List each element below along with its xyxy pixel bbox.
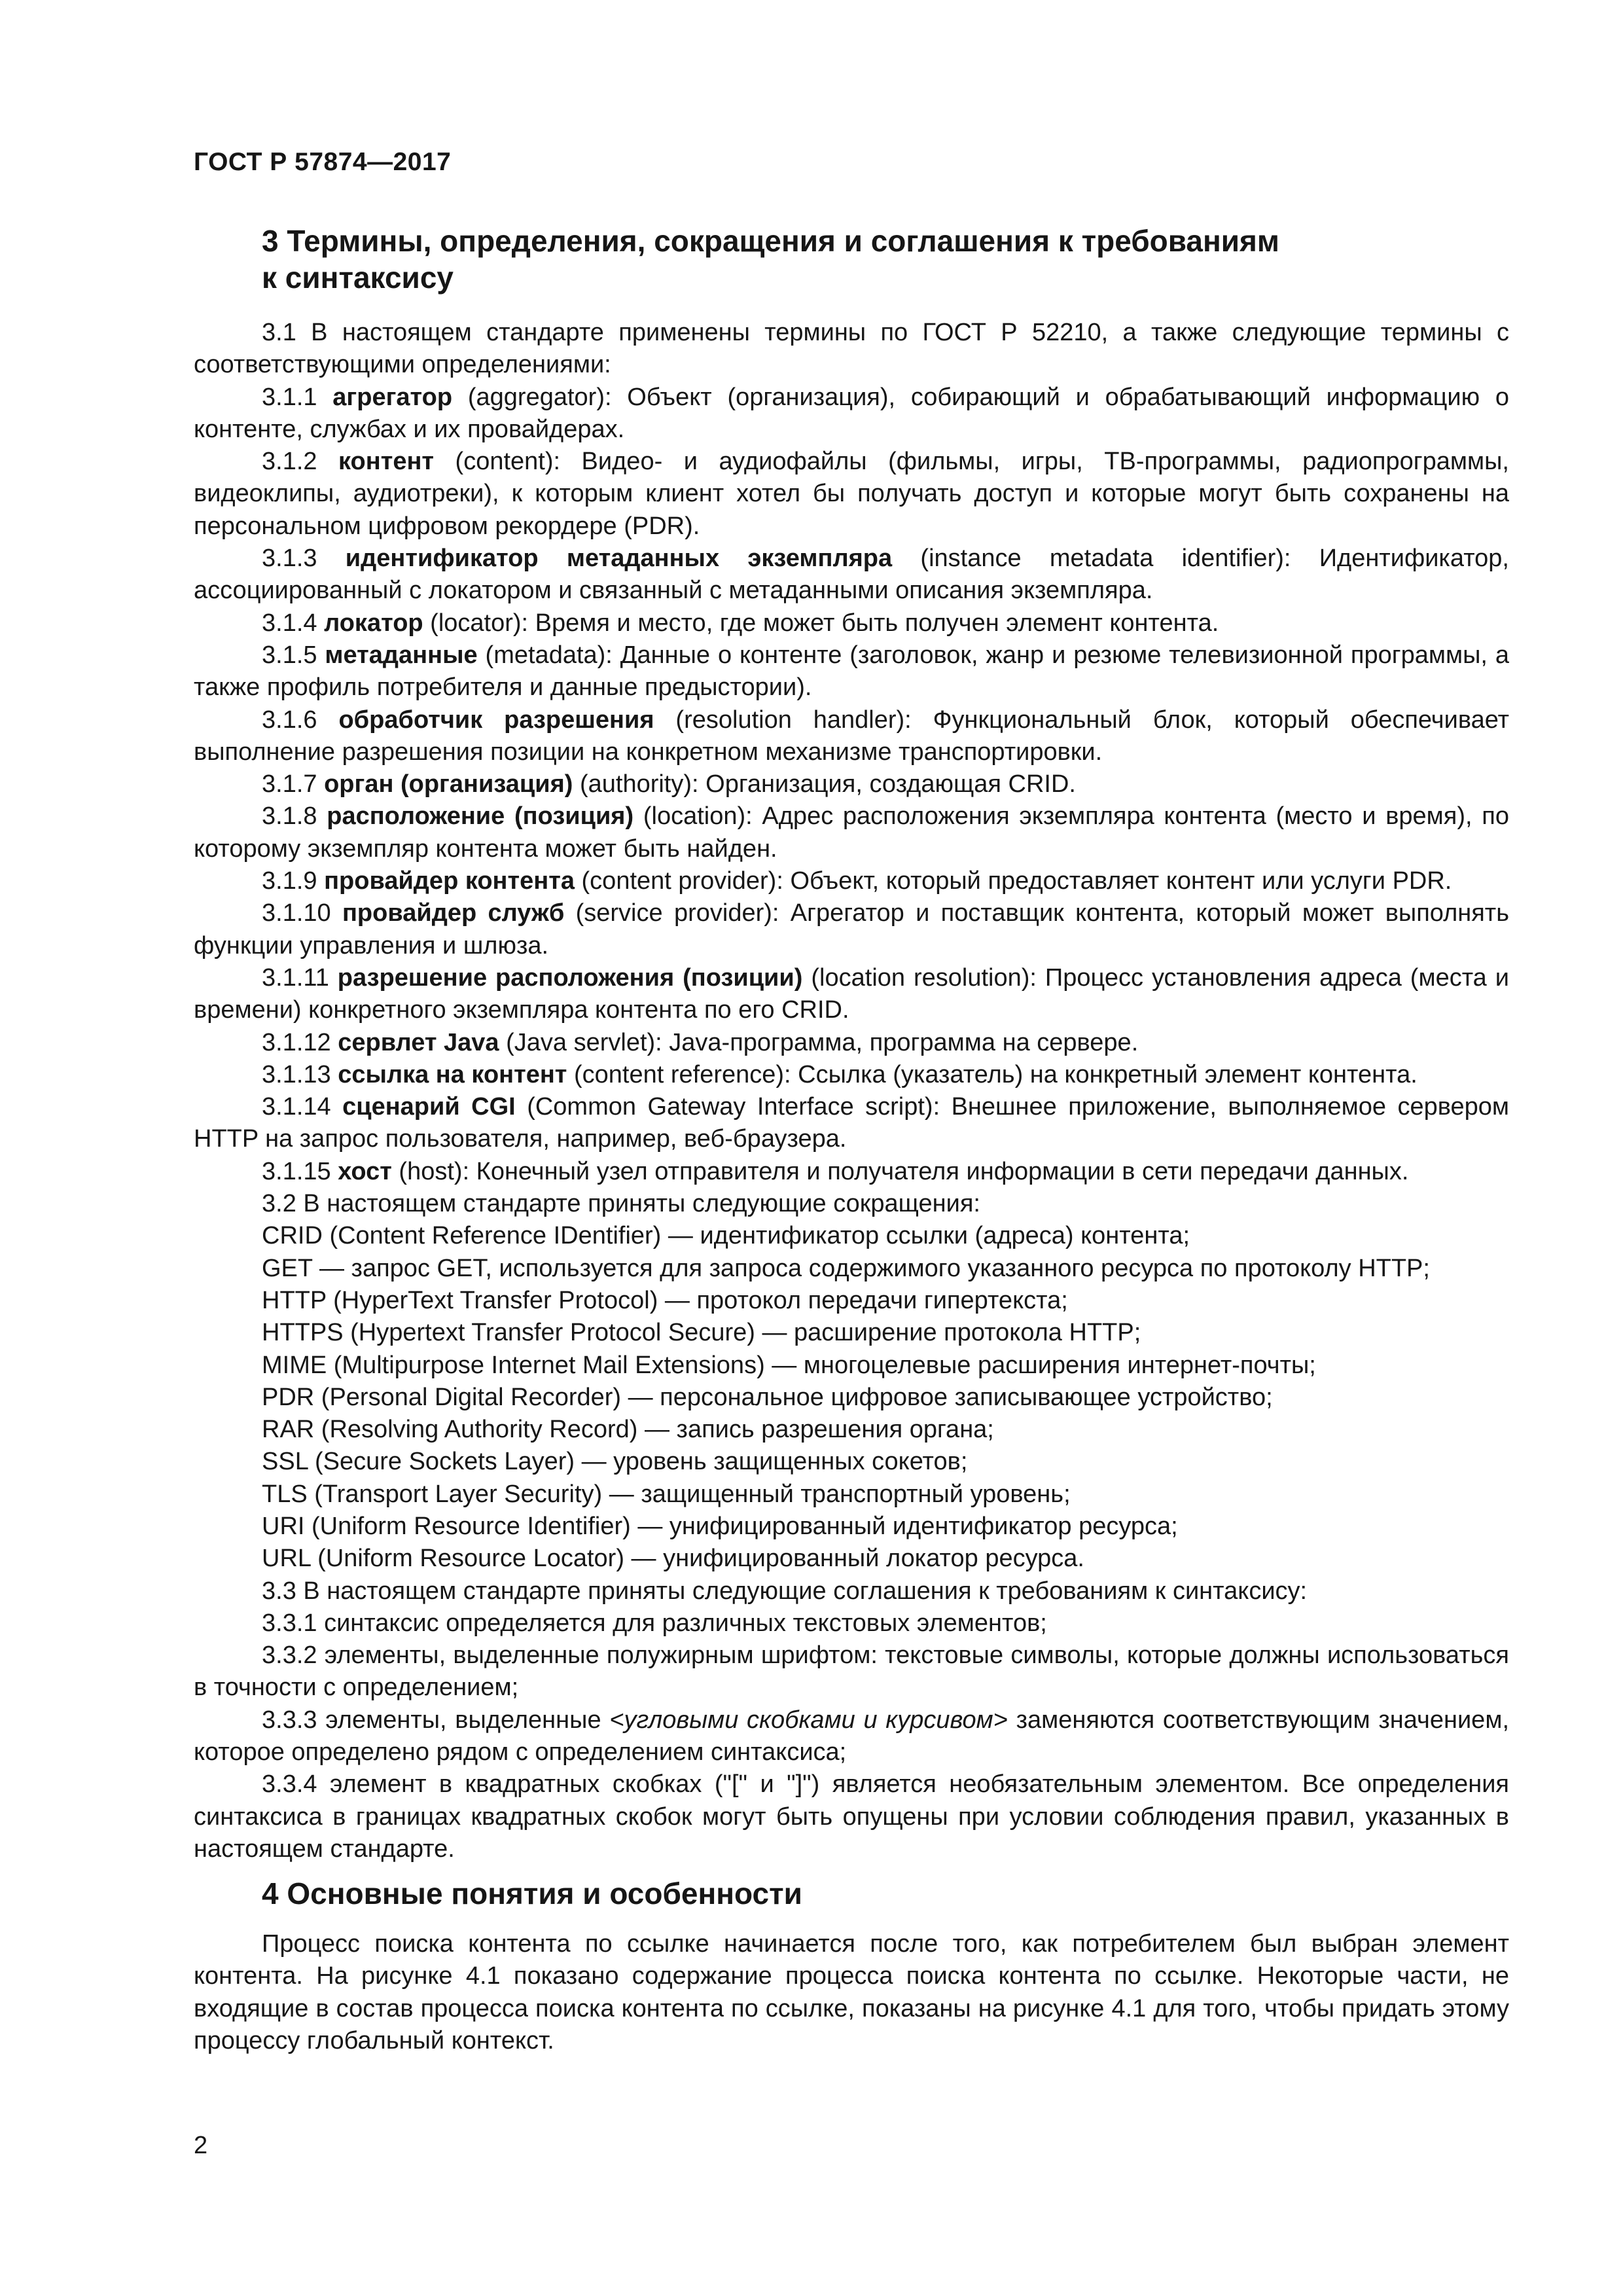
term-3-1-9: [194, 865, 1509, 897]
term-3-1-2: [194, 446, 1509, 543]
term-number: 3.1.1: [262, 383, 333, 411]
term-definition: (Common Gateway Interface script): Внешнее приложение, выполняемое сервером HTTP на запрос пользователя, например, веб-браузера.: [194, 1093, 1509, 1153]
convention-3-3-4: 3.3.4 элемент в квадратных скобках ("[" и "]") является необязательным элементом. Все определения синтаксиса в границах квадратных скобок могут быть опущены при условии соблюдения правил, указанных в настоящем стандарте.: [194, 1770, 1509, 1863]
term-number: 3.1.14: [262, 1093, 343, 1121]
section-4-body: [194, 1928, 1509, 2057]
abbreviation-item: TLS (Transport Layer Security) — защищенный транспортный уровень;: [262, 1480, 1071, 1508]
term-name: разрешение расположения (позиции): [337, 963, 803, 992]
term-3-1-7: [194, 768, 1509, 800]
term-3-1-8: [194, 800, 1509, 865]
term-number: 3.1.5: [262, 641, 325, 669]
term-definition: (authority): Организация, создающая CRID.: [573, 770, 1076, 798]
section-3-title-line1: 3 Термины, определения, сокращения и соглашения к требованиям: [262, 224, 1279, 258]
term-number: 3.1.13: [262, 1060, 338, 1088]
term-3-1-12: [194, 1027, 1509, 1059]
term-definition: (content reference): Ссылка (указатель) на конкретный элемент контента.: [567, 1060, 1418, 1088]
term-name: метаданные: [325, 641, 478, 669]
term-name: обработчик разрешения: [338, 706, 654, 734]
term-number: 3.1.10: [262, 899, 342, 927]
section-4-paragraph: Процесс поиска контента по ссылке начинается после того, как потребителем был выбран элемент контента. На рисунке 4.1 показано содержание процесса поиска контента по ссылке. Некоторые части, не входящие в состав процесса поиска контента по ссылке, показаны на рисунке 4.1 для того, чтобы придать этому процессу глобальный контекст.: [194, 1930, 1509, 2054]
term-number: 3.1.12: [262, 1028, 338, 1056]
term-name: контент: [338, 448, 435, 476]
term-number: 3.1.3: [262, 545, 346, 573]
abbreviation-item: MIME (Multipurpose Internet Mail Extensions) — многоцелевые расширения интернет-почты;: [262, 1351, 1316, 1379]
abbreviations-intro: 3.2 В настоящем стандарте приняты следующие сокращения:: [262, 1190, 980, 1218]
term-3-1-13: [194, 1059, 1509, 1091]
term-name: сценарий CGI: [342, 1093, 516, 1121]
term-number: 3.1.9: [262, 867, 325, 895]
term-definition: (metadata): Данные о контенте (заголовок, жанр и резюме телевизионной программы, а также профиль потребителя и данные предыстории).: [194, 641, 1509, 702]
term-3-1-3: [194, 543, 1509, 607]
term-3-1-11: [194, 962, 1509, 1027]
term-name: локатор: [324, 609, 423, 637]
term-definition: (location resolution): Процесс установления адреса (места и времени) конкретного экземпляра контента по его CRID.: [194, 963, 1509, 1024]
term-3-1-10: [194, 897, 1509, 962]
term-definition: (content provider): Объект, который предоставляет контент или услуги PDR.: [574, 867, 1452, 895]
convention-text: заменяются соответствующим значением, которое определено рядом с определением синтаксиса;: [194, 1706, 1509, 1767]
abbreviation-item: PDR (Personal Digital Recorder) — персональное цифровое записывающее устройство;: [262, 1383, 1273, 1411]
abbreviation-item: URL (Uniform Resource Locator) — унифицированный локатор ресурса.: [262, 1545, 1084, 1573]
document-header: ГОСТ Р 57874—2017: [194, 148, 452, 176]
term-definition: (host): Конечный узел отправителя и получателя информации в сети передачи данных.: [391, 1157, 1409, 1185]
page-number: 2: [194, 2132, 208, 2159]
convention-text: 3.3.3 элементы, выделенные: [262, 1706, 610, 1734]
convention-3-3-2: 3.3.2 элементы, выделенные полужирным шрифтом: текстовые символы, которые должны использоваться в точности с определением;: [194, 1641, 1509, 1702]
term-definition: (resolution handler): Функциональный блок, который обеспечивает выполнение разрешения позиции на конкретном механизме транспортировки.: [194, 706, 1510, 766]
term-definition: (aggregator): Объект (организация), собирающий и обрабатывающий информацию о контенте, службах и их провайдерах.: [194, 383, 1509, 443]
convention-3-3-3: [194, 1704, 1509, 1769]
term-definition: (locator): Время и место, где может быть получен элемент контента.: [423, 609, 1219, 637]
term-3-1-5: [194, 639, 1509, 704]
term-3-1-1: [194, 382, 1509, 446]
term-number: 3.1.4: [262, 609, 325, 637]
section-3-body: [194, 317, 1509, 1865]
term-number: 3.1.2: [262, 448, 339, 476]
term-3-1-14: [194, 1091, 1509, 1156]
term-number: 3.1.8: [262, 802, 327, 831]
term-name: орган (организация): [324, 770, 573, 798]
term-name: расположение (позиция): [327, 802, 634, 831]
term-number: 3.1.6: [262, 706, 339, 734]
conventions-intro: 3.3 В настоящем стандарте приняты следующие соглашения к требованиям к синтаксису:: [262, 1577, 1308, 1605]
abbreviation-item: URI (Uniform Resource Identifier) — унифицированный идентификатор ресурса;: [262, 1512, 1178, 1540]
term-definition: (instance metadata identifier): Идентификатор, ассоциированный с локатором и связанный с метаданными описания экземпляра.: [194, 545, 1509, 605]
abbreviation-item: CRID (Content Reference IDentifier) — идентификатор ссылки (адреса) контента;: [262, 1222, 1190, 1250]
section-3-title: [262, 223, 1492, 296]
term-definition: (content): Видео- и аудиофайлы (фильмы, игры, ТВ-программы, радиопрограммы, видеоклипы, аудиотреки), к которым клиент хотел бы получать доступ и которые могут быть сохранены на персональном цифровом рекордере (PDR).: [194, 448, 1509, 540]
section-4-title: 4 Основные понятия и особенности: [262, 1876, 802, 1910]
abbreviation-item: GET — запрос GET, используется для запроса содержимого указанного ресурса по протоколу HTTP;: [262, 1254, 1430, 1282]
term-definition: (Java servlet): Java-программа, программа на сервере.: [499, 1028, 1139, 1056]
term-3-1-6: [194, 704, 1509, 769]
term-name: провайдер служб: [342, 899, 565, 927]
section-3-title-line2: к синтаксису: [262, 260, 454, 295]
term-definition: (service provider): Агрегатор и поставщик контента, который может выполнять функции управления и шлюза.: [194, 899, 1510, 960]
term-number: 3.1.15: [262, 1157, 338, 1185]
term-name: хост: [338, 1157, 392, 1185]
term-name: идентификатор метаданных экземпляра: [345, 545, 893, 573]
term-3-1-4: [194, 607, 1509, 639]
abbreviation-item: RAR (Resolving Authority Record) — запись разрешения органа;: [262, 1416, 994, 1444]
term-name: сервлет Java: [338, 1028, 499, 1056]
term-number: 3.1.7: [262, 770, 325, 798]
term-3-1-15: [194, 1156, 1509, 1188]
term-name: агрегатор: [332, 383, 453, 411]
convention-italic-text: <угловыми скобками и курсивом>: [609, 1706, 1008, 1734]
term-definition: (location): Адрес расположения экземпляра контента (место и время), по которому экземпляр контента может быть найден.: [194, 802, 1509, 863]
terms-intro: 3.1 В настоящем стандарте применены термины по ГОСТ Р 52210, а также следующие термины с соответствующими определениями:: [194, 319, 1509, 379]
term-name: провайдер контента: [324, 867, 575, 895]
term-number: 3.1.11: [262, 963, 338, 992]
abbreviation-item: SSL (Secure Sockets Layer) — уровень защищенных сокетов;: [262, 1448, 968, 1476]
abbreviation-item: HTTP (HyperText Transfer Protocol) — протокол передачи гипертекста;: [262, 1286, 1068, 1314]
term-name: ссылка на контент: [338, 1060, 567, 1088]
abbreviation-item: HTTPS (Hypertext Transfer Protocol Secure) — расширение протокола HTTP;: [262, 1319, 1141, 1347]
convention-3-3-1: 3.3.1 синтаксис определяется для различных текстовых элементов;: [262, 1609, 1047, 1637]
